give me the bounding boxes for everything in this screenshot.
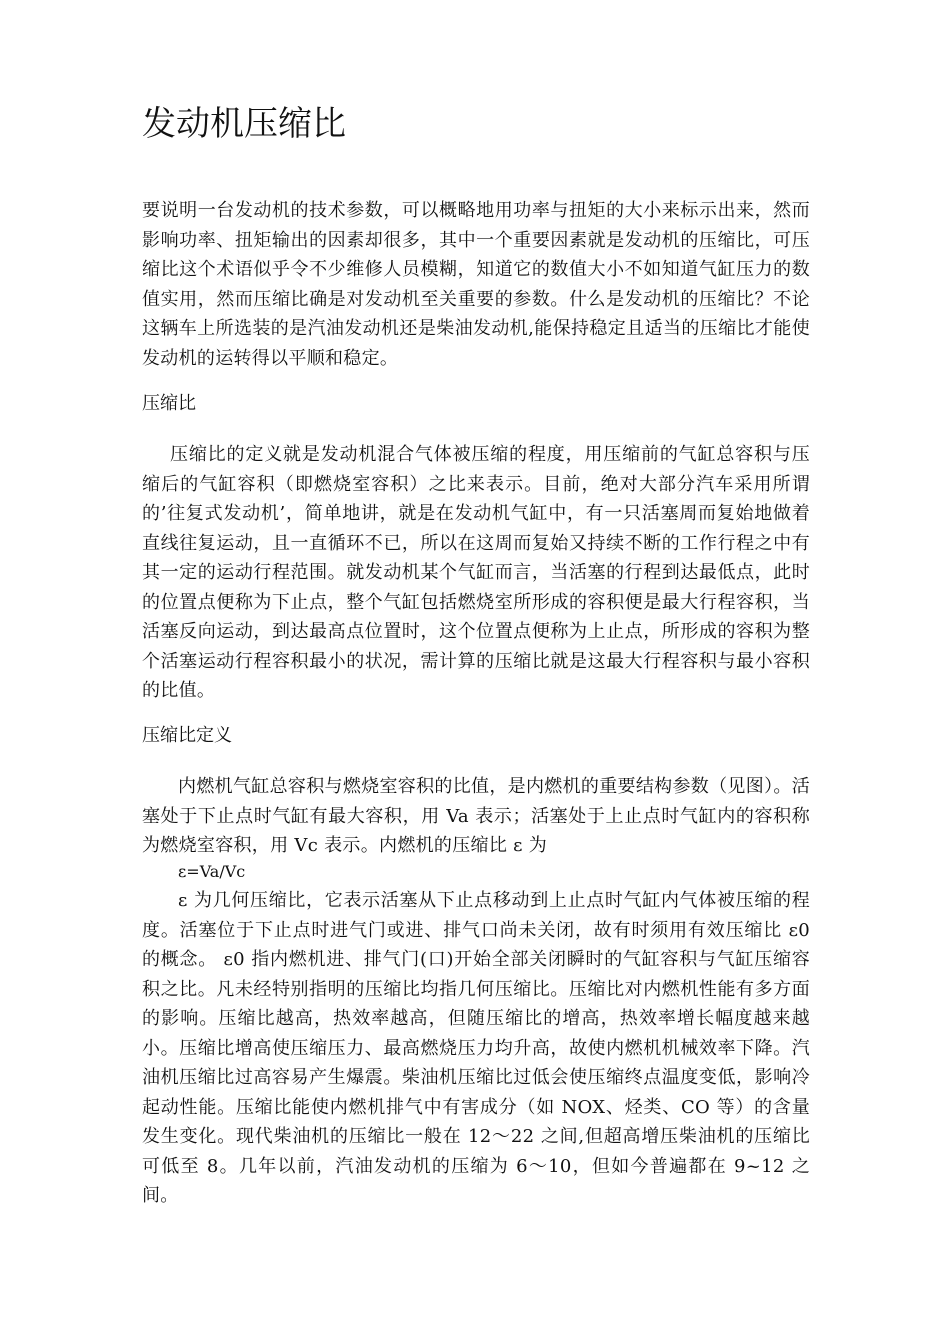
section1-paragraph: 压缩比的定义就是发动机混合气体被压缩的程度，用压缩前的气缸总容积与压缩后的气缸容积（即燃烧室容积）之比来表示。目前，绝对大部分汽车采用所谓的’往复式发动机’，简单地讲，就是在发动机气缸中，有一只活塞周而复始地做着直线往复运动，且一直循环不已，所以在这周而复始又持续不断的工作行程之中有其一定的运动行程范围。就发动机某个气缸而言，当活塞的行程到达最低点，此时的位置点便称为下止点，整个气缸包括燃烧室所形成的容积便是最大行程容积，当活塞反向运动，到达最高点位置时，这个位置点便称为上止点，所形成的容积为整个活塞运动行程容积最小的状况，需计算的压缩比就是这最大行程容积与最小容积的比值。 (142, 444, 810, 701)
section2-paragraph-1: 内燃机气缸总容积与燃烧室容积的比值，是内燃机的重要结构参数（见图）。活塞处于下止点时气缸有最大容积，用 Va 表示；活塞处于上止点时气缸内的容积称为燃烧室容积，用 Vc 表示。内燃机的压缩比 ε 为 (142, 776, 810, 856)
intro-paragraph: 要说明一台发动机的技术参数，可以概略地用功率与扭矩的大小来标示出来，然而影响功率、扭矩输出的因素却很多，其中一个重要因素就是发动机的压缩比，可压缩比这个术语似乎令不少维修人员模糊，知道它的数值大小不如知道气缸压力的数值实用，然而压缩比确是对发动机至关重要的参数。什么是发动机的压缩比？不论这辆车上所选装的是汽油发动机还是柴油发动机,能保持稳定且适当的压缩比才能使发动机的运转得以平顺和稳定。 (142, 200, 810, 369)
formula: ε=Va/Vc (178, 862, 246, 881)
section-heading-definition: 压缩比定义 (142, 725, 232, 746)
section2-paragraph-2: ε 为几何压缩比，它表示活塞从下止点移动到上止点时气缸内气体被压缩的程度。活塞位于下止点时进气门或进、排气口尚未关闭，故有时须用有效压缩比 ε0 的概念。 ε0 指内燃机进、排气门(口)开始全部关闭瞬时的气缸容积与气缸压缩容积之比。凡未经特别指明的压缩比均指几何压缩比。压缩比对内燃机性能有多方面的影响。压缩比越高，热效率越高，但随压缩比的增高，热效率增长幅度越来越小。压缩比增高使压缩压力、最高燃烧压力均升高，故使内燃机机械效率下降。汽油机压缩比过高容易产生爆震。柴油机压缩比过低会使压缩终点温度变低，影响冷起动性能。压缩比能使内燃机排气中有害成分（如 NOX、烃类、CO 等）的含量发生变化。现代柴油机的压缩比一般在 12～22 之间,但超高增压柴油机的压缩比可低至 8。几年以前，汽油发动机的压缩为 6～10，但如今普遍都在 9~12 之间。 (142, 890, 810, 1206)
section-heading-compression-ratio: 压缩比 (142, 393, 196, 414)
document-title: 发动机压缩比 (142, 104, 346, 144)
